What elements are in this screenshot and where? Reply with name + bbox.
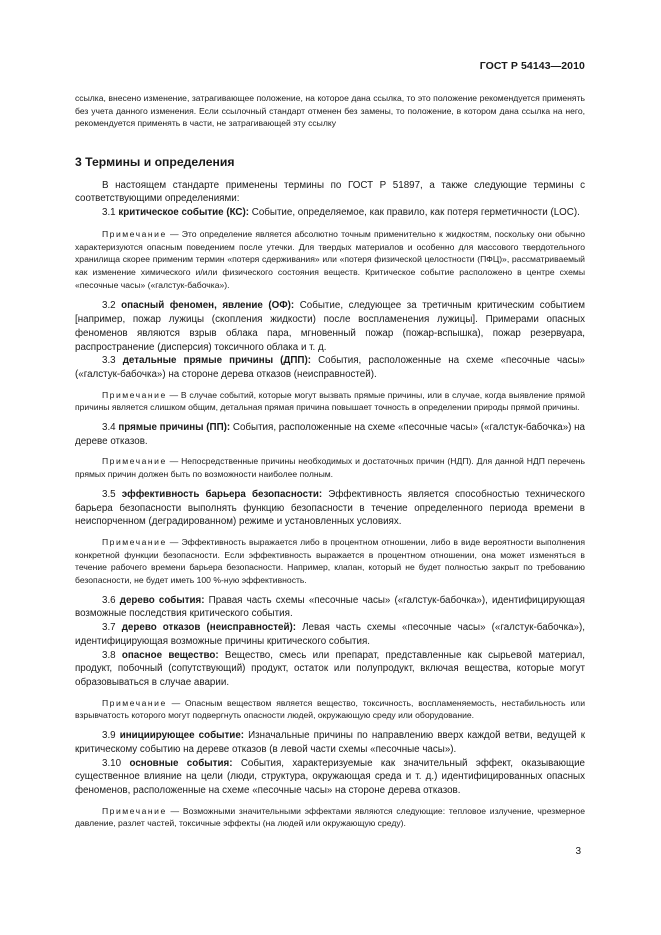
term-name: дерево отказов (неисправностей): (121, 622, 297, 634)
term-3-5 (75, 488, 585, 529)
section-lead: В настоящем стандарте применены термины по ГОСТ Р 51897, а также следующие термины с соответствующими определениями: (75, 179, 585, 205)
term-definition: События, расположенные на схеме «песочные часы» («галстук-бабочка») на дереве отказов. (75, 422, 585, 447)
term-definition: Событие, определяемое, как правило, как потеря герметичности (LOC). (251, 207, 580, 219)
term-name: инициирующее событие: (119, 730, 245, 742)
section-title: 3 Термины и определения (75, 154, 235, 169)
term-number: 3.10 (102, 757, 122, 769)
term-3-9 (75, 729, 585, 756)
note-label: Примечание (102, 456, 167, 467)
note-text: В случае событий, которые могут вызвать прямые причины, или в случае, когда выявление прямой причины является слишком общим, детальная прямая причина повышает точность в определении природы прямой причины. (75, 389, 585, 413)
term-name: опасный феномен, явление (ОФ): (121, 300, 295, 312)
term-3-3 (75, 354, 585, 381)
standard-id-header: ГОСТ Р 54143—2010 (479, 60, 585, 72)
note-text: Эффективность выражается либо в процентном отношении, либо в виде вероятности выполнения конкретной функции безопасности. Если эффективность выражается в процентном отношении, она может изменяться в течение рабочего времени барьера безопасности. Например, клапан, который не будет полностью закрыт по требованию безопасности, не будет иметь 100 %-ную эффективность. (75, 536, 585, 586)
note-3-1: Примечание — Это определение является абсолютно точным применительно к жидкостям, поскольку они обычно характеризуются опасным поведением после утечки. Для твердых материалов и особенно для массового твердотельного хранилища скорее применим термин «потеря сдерживания» или «потеря физической целостности (ПФЦ)», рассматриваемый как изменение химического и/или физического состояния веществ. Критическое событие расположено в центре схемы «песочные часы» («галстук-бабочка»). (75, 228, 585, 290)
term-3-7 (75, 621, 585, 648)
term-definition: Вещество, смесь или препарат, представленные как сырьевой материал, продукт, побочный (сопутствующий) продукт, остаток или полупродукт, включая вещества, которые могут образовываться в случае аварии. (75, 649, 585, 688)
note-label: Примечание (102, 536, 167, 547)
note-text: Это определение является абсолютно точным применительно к жидкостям, поскольку они обычно характеризуются опасным поведением после утечки. Для твердых материалов и особенно для массового твердотельного хранилища скорее применим термин «потеря сдерживания» или «потеря физической целостности (ПФЦ)», рассматриваемый как изменение химического и/или физического состояния веществ. Критическое событие расположено в центре схемы «песочные часы» («галстук-бабочка»). (75, 228, 585, 290)
note-3-4: Примечание — Непосредственные причины необходимых и достаточных причин (НДП). Для данной НДП перечень прямых причин должен быть по возможности наиболее полным. (75, 456, 585, 480)
intro-paragraph: ссылка, внесено изменение, затрагивающее положение, на которое дана ссылка, то это положение рекомендуется применять без учета данного изменения. Если ссылочный стандарт отменен без замены, то положение, в котором дана ссылка на него, рекомендуется применять в части, не затрагивающей эту ссылку (75, 93, 585, 129)
term-name: дерево события: (119, 594, 205, 606)
note-label: Примечание (102, 697, 167, 708)
term-definition: Левая часть схемы «песочные часы» («галстук-бабочка»), идентифицирующая возможные причины критического события. (75, 622, 585, 647)
page-number: 3 (575, 846, 581, 857)
note-3-8: Примечание — Опасным веществом является вещество, токсичность, воспламеняемость, нестабильность или взрывчатость которого могут подвергнуть опасности людей, окружающую среду или оборудование. (75, 697, 585, 721)
term-3-10 (75, 757, 585, 798)
term-name: критическое событие (КС): (118, 207, 250, 219)
term-3-1 (75, 206, 585, 220)
note-3-10: Примечание — Возможными значительными эффектами являются следующие: тепловое излучение, чрезмерное давление, разлет частей, токсичные эффекты (на людей или окружающую среду). (75, 805, 585, 829)
term-number: 3.6 (102, 594, 116, 606)
term-name: эффективность барьера безопасности: (121, 488, 323, 500)
term-number: 3.1 (102, 207, 116, 219)
note-label: Примечание (102, 389, 167, 400)
term-name: опасное вещество: (121, 649, 219, 661)
note-label: Примечание (102, 228, 167, 239)
term-3-2 (75, 299, 585, 354)
term-number: 3.8 (102, 649, 116, 661)
term-number: 3.7 (102, 622, 116, 634)
term-name: прямые причины (ПП): (118, 422, 231, 434)
note-3-3: Примечание — В случае событий, которые могут вызвать прямые причины, или в случае, когда выявление прямой причины является слишком общим, детальная прямая причина повышает точность в определении природы прямой причины. (75, 389, 585, 413)
term-number: 3.2 (102, 300, 116, 312)
term-3-4 (75, 421, 585, 448)
note-text: Возможными значительными эффектами являются следующие: тепловое излучение, чрезмерное давление, разлет частей, токсичные эффекты (на людей или окружающую среду). (75, 805, 585, 829)
term-number: 3.4 (102, 422, 116, 434)
term-name: детальные прямые причины (ДПП): (122, 355, 312, 367)
term-name: основные события: (129, 757, 233, 769)
term-definition: Событие, следующее за третичным критическим событием [например, пожар лужицы (скопления жидкости) после воспламенения лужицы]. Примерами опасных феноменов являются взрыв облака пара, мгновенный пожар (пожар-вспышка), пожар резервуара, распространение (дисперсия) токсичного облака и т. д. (75, 300, 585, 353)
term-3-6 (75, 594, 585, 621)
term-definition: Изначальные причины по направлению вверх каждой ветви, ведущей к критическому событию на дереве отказов (в левой части схемы «песочные часы»). (75, 730, 586, 755)
term-3-8 (75, 649, 585, 690)
note-label: Примечание (102, 805, 167, 816)
term-number: 3.5 (102, 488, 116, 500)
page-content (75, 92, 585, 830)
note-text: Непосредственные причины необходимых и достаточных причин (НДП). Для данной НДП перечень прямых причин должен быть по возможности наиболее полным. (75, 456, 585, 480)
note-text: Опасным веществом является вещество, токсичность, воспламеняемость, нестабильность или взрывчатость которого могут подвергнуть опасности людей, окружающую среду или оборудование. (75, 697, 585, 721)
term-number: 3.9 (102, 730, 116, 742)
term-definition: События, характеризуемые как значительный эффект, оказывающие существенное влияние на цели (люди, структура, окружающая среда и т. д.) идентифицированных опасных феноменов, расположенные на схеме «песочные часы» на стороне дерева отказов. (75, 757, 585, 796)
term-number: 3.3 (102, 355, 116, 367)
note-3-5: Примечание — Эффективность выражается либо в процентном отношении, либо в виде вероятности выполнения конкретной функции безопасности. Если эффективность выражается в процентном отношении, она может изменяться в течение рабочего времени барьера безопасности. Например, клапан, который не будет полностью закрыт по требованию безопасности, не будет иметь 100 %-ную эффективность. (75, 536, 585, 586)
term-definition: Эффективность является способностью технического барьера безопасности выполнять функцию безопасности в течение определенного периода времени в неиспорченном (деградированном) режиме и установленных условиях. (75, 488, 585, 528)
term-definition: Правая часть схемы «песочные часы» («галстук-бабочка»), идентифицирующая возможные последствия критического события. (75, 594, 585, 620)
term-definition: События, расположенные на схеме «песочные часы» («галстук-бабочка») на стороне дерева отказов (неисправностей). (75, 355, 585, 380)
